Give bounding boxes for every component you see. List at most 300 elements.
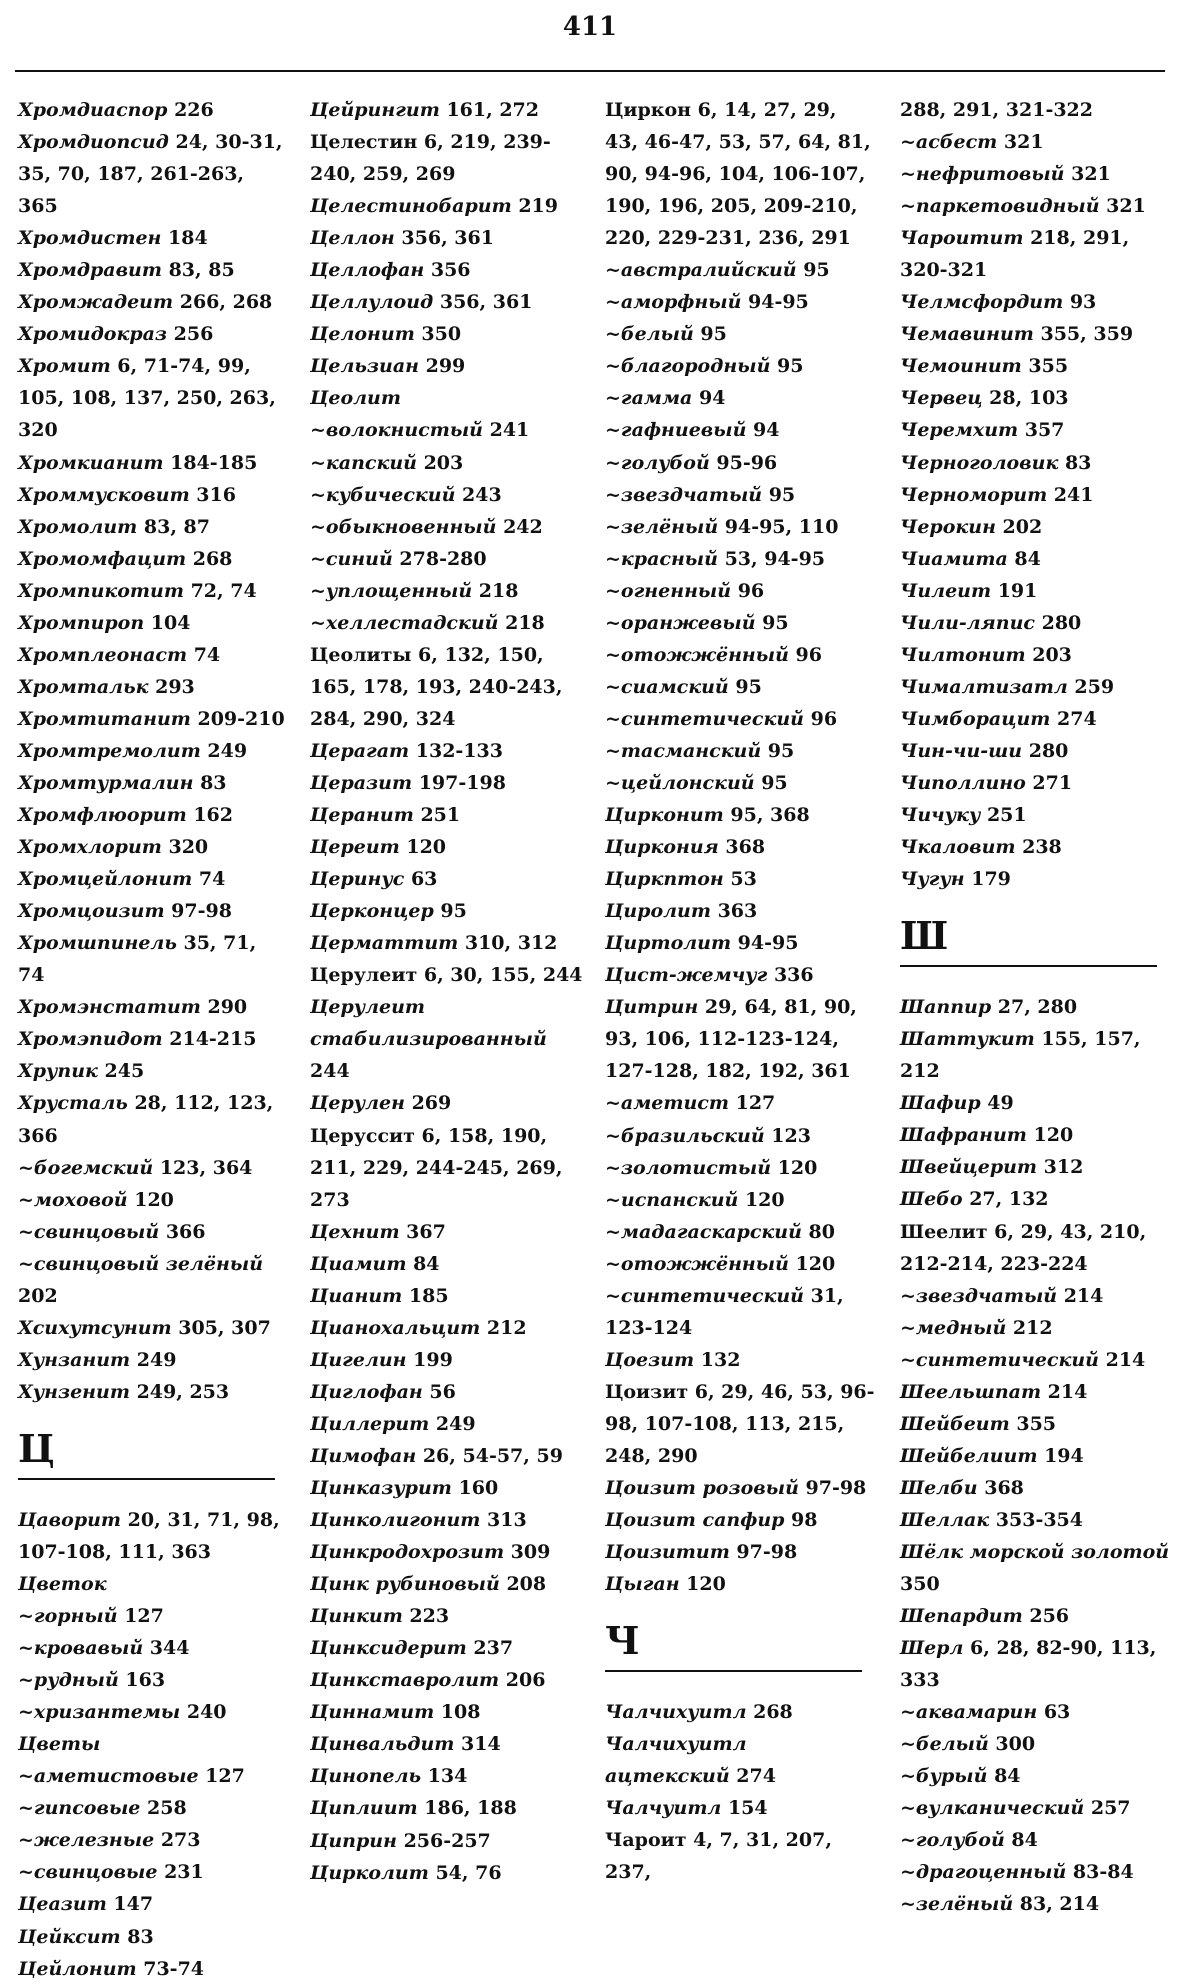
index-entry [310, 543, 590, 575]
entry-pages: 309 [504, 1541, 551, 1564]
index-entry [310, 254, 590, 286]
index-entry [605, 318, 875, 350]
entry-pages: 243 [455, 483, 502, 506]
entry-pages: 274 [1050, 707, 1097, 730]
entry-pages: 184-185 [163, 451, 258, 474]
entry-term: Хромтурмалин [18, 771, 194, 794]
entry-term: Хромдиаспор [18, 99, 168, 121]
entry-pages: 147 [106, 1893, 154, 1916]
index-entry [605, 1152, 875, 1184]
entry-term: Чугун [900, 868, 965, 891]
entry-term: ~белый [900, 1733, 989, 1756]
entry-pages: 237 [466, 1637, 514, 1660]
index-entry [18, 1504, 288, 1568]
entry-pages: Церулеит 6, 30, 155, 244 [310, 964, 583, 987]
entry-pages: 321 [1064, 163, 1111, 186]
index-entry [18, 94, 288, 126]
entry-pages: 363 [710, 900, 758, 923]
entry-pages: 95-96 [709, 451, 778, 474]
index-entry [900, 607, 1170, 639]
entry-pages: 63 [404, 868, 438, 891]
index-entry [18, 1216, 288, 1248]
entry-pages: 321 [1099, 195, 1146, 218]
entry-pages: 163 [118, 1669, 166, 1692]
entry-pages: 84 [987, 1765, 1021, 1788]
entry-pages: 355 [1009, 1412, 1057, 1435]
index-entry [310, 991, 590, 1087]
entry-pages: 84 [1007, 547, 1041, 570]
index-entry [18, 799, 288, 831]
entry-pages: 123, 364 [153, 1156, 253, 1179]
entry-term: ~австралийский [605, 259, 797, 282]
index-entry [18, 703, 288, 735]
index-entry [18, 1664, 288, 1696]
index-entry [605, 1344, 875, 1376]
index-entry [900, 1472, 1170, 1504]
entry-term: Циамит [310, 1252, 407, 1275]
entry-pages: 155, 157, 212 [900, 1028, 1141, 1083]
entry-term: Хромпикотит [18, 579, 184, 602]
entry-term: Чилтонит [900, 643, 1026, 666]
index-entry [18, 607, 288, 639]
entry-pages: 249, 253 [129, 1380, 230, 1403]
entry-pages: 56 [422, 1380, 456, 1403]
index-entry [18, 1568, 288, 1600]
index-entry [18, 991, 288, 1023]
entry-pages: 197-198 [412, 771, 506, 794]
entry-term: Циркптон [605, 868, 724, 891]
index-column-3 [605, 94, 875, 1888]
entry-term: Цинказурит [310, 1477, 452, 1500]
index-entry [900, 1504, 1170, 1536]
entry-pages: 208 [499, 1573, 547, 1596]
entry-term: Цветок [18, 1573, 107, 1596]
index-entry [18, 1888, 288, 1920]
index-entry [310, 222, 590, 254]
index-entry [310, 831, 590, 863]
index-entry [310, 382, 590, 414]
entry-term: Целлон [310, 227, 395, 250]
entry-term: Шейбелиит [900, 1444, 1038, 1467]
index-entry [605, 735, 875, 767]
entry-pages: 97-98 [164, 900, 232, 923]
index-entry [310, 479, 590, 511]
index-entry [900, 735, 1170, 767]
entry-term: Шеельшпат [900, 1380, 1042, 1403]
entry-pages: 214-215 [162, 1028, 257, 1051]
index-entry [18, 1023, 288, 1055]
index-entry [18, 254, 288, 286]
index-entry [18, 318, 288, 350]
index-entry [18, 1953, 288, 1985]
index-entry [310, 1728, 590, 1760]
entry-pages: 256 [1022, 1605, 1070, 1628]
index-column-1 [18, 94, 288, 1985]
entry-pages: 214 [1041, 1380, 1088, 1403]
index-entry [900, 1824, 1170, 1856]
entry-pages: 249 [429, 1412, 476, 1435]
index-entry [605, 1120, 875, 1152]
entry-term: ~кровавый [18, 1637, 144, 1660]
entry-term: ~тасманский [605, 739, 762, 762]
entry-pages: 24, 30-31, 35, 70, 187, 261-263, 365 [18, 131, 283, 218]
entry-term: Цинкит [310, 1605, 403, 1628]
entry-term: Цимофан [310, 1444, 417, 1467]
index-entry [18, 1312, 288, 1344]
entry-term: ~красный [605, 547, 718, 570]
entry-term: ~свинцовые [18, 1861, 158, 1884]
section-rule [900, 965, 1157, 967]
entry-pages: 95 [755, 611, 789, 634]
index-entry [310, 1216, 590, 1248]
entry-pages: Цеолиты 6, 132, 150, 165, 178, 193, 240-243, 284, 290, 324 [310, 643, 563, 730]
index-entry [310, 1408, 590, 1440]
entry-pages: 251 [413, 804, 461, 827]
entry-term: Цейксит [18, 1925, 121, 1948]
entry-pages: 268 [746, 1701, 793, 1724]
entry-pages: 95 [728, 675, 762, 698]
entry-term: ~обыкновенный [310, 515, 497, 538]
entry-term: ~благородный [605, 355, 771, 378]
entry-pages: 97-98 [798, 1477, 867, 1500]
entry-term: Цереит [310, 836, 400, 859]
index-entry [310, 575, 590, 607]
entry-term: ~аметистовые [18, 1765, 199, 1788]
entry-term: Шафир [900, 1092, 981, 1115]
entry-pages: 120 [679, 1573, 726, 1596]
entry-term: Целлулоид [310, 291, 434, 314]
entry-term: Церулеит стабилизированный [310, 996, 547, 1051]
entry-term: Циннамит [310, 1701, 435, 1724]
index-entry [605, 382, 875, 414]
index-entry [605, 1184, 875, 1216]
entry-term: Целлофан [310, 259, 425, 282]
index-entry [900, 799, 1170, 831]
entry-term: Циллерит [310, 1412, 430, 1435]
entry-term: ~аметист [605, 1092, 729, 1115]
entry-pages: 245 [97, 1060, 145, 1083]
entry-term: ~голубой [605, 451, 710, 474]
entry-term: Черокин [900, 515, 996, 538]
entry-term: ~синтетический [605, 1284, 804, 1307]
index-entry [310, 1472, 590, 1504]
entry-term: Хроммусковит [18, 483, 190, 506]
entry-term: Церинус [310, 868, 405, 891]
entry-pages: 350 [414, 323, 462, 346]
entry-pages: 74 [187, 643, 221, 666]
entry-pages: 27, 280 [991, 996, 1078, 1019]
entry-pages: 93 [1063, 291, 1097, 314]
index-entry [18, 1760, 288, 1792]
index-entry [900, 639, 1170, 671]
entry-term: Циртолит [605, 932, 732, 955]
entry-term: Хромидокраз [18, 323, 168, 346]
entry-term: Чароитит [900, 227, 1024, 250]
index-entry [900, 382, 1170, 414]
entry-pages: 162 [186, 804, 233, 827]
entry-pages: 314 [454, 1733, 501, 1756]
index-entry [605, 511, 875, 543]
entry-term: Чин-чи-ши [900, 739, 1023, 762]
index-entry [18, 286, 288, 318]
entry-term: Швейцерит [900, 1156, 1038, 1179]
entry-pages: 120 [788, 1252, 836, 1275]
entry-term: Чиполлино [900, 771, 1026, 794]
entry-pages: 29, 64, 81, 90, 93, 106, 112-123-124, 127-128, 182, 192, 361 [605, 996, 857, 1083]
entry-term: ~отожжённый [605, 643, 789, 666]
section-rule [605, 1670, 862, 1672]
entry-pages: 95 [796, 259, 830, 282]
index-entry [18, 1087, 288, 1151]
entry-term: Цинколигонит [310, 1509, 481, 1532]
index-entry [900, 94, 1170, 126]
entry-term: Цист-жемчуг [605, 964, 768, 987]
entry-pages: 256 [167, 323, 214, 346]
entry-pages: 134 [421, 1765, 468, 1788]
entry-term: Шафранит [900, 1124, 1027, 1147]
index-entry [18, 1632, 288, 1664]
index-entry [900, 1600, 1170, 1632]
entry-term: ~цейлонский [605, 771, 755, 794]
entry-term: ~огненный [605, 579, 732, 602]
entry-term: Чилеит [900, 579, 992, 602]
index-entry [310, 1825, 590, 1857]
entry-pages: 231 [157, 1861, 204, 1884]
index-entry [18, 126, 288, 222]
entry-pages: 238 [1015, 836, 1062, 859]
index-column-2 [310, 94, 590, 1889]
index-entry [900, 863, 1170, 895]
index-entry [310, 1440, 590, 1472]
entry-pages: 96 [788, 643, 822, 666]
index-entry [900, 318, 1170, 350]
entry-term: ~хеллестадский [310, 611, 499, 634]
entry-pages: 96 [731, 579, 765, 602]
entry-term: ~испанский [605, 1188, 739, 1211]
entry-term: Шейбеит [900, 1412, 1010, 1435]
entry-pages: 120 [771, 1156, 818, 1179]
entry-term: ~моховой [18, 1188, 128, 1211]
index-entry [605, 1280, 875, 1344]
entry-term: Цинксидерит [310, 1637, 467, 1660]
index-entry [900, 1344, 1170, 1376]
entry-term: Чималтизатл [900, 675, 1068, 698]
entry-pages: 63 [1037, 1701, 1071, 1724]
entry-pages: 84 [1004, 1829, 1038, 1852]
entry-pages: 218 [498, 611, 545, 634]
entry-pages: 108 [434, 1701, 481, 1724]
index-entry [310, 1568, 590, 1600]
entry-term: Хромтальк [18, 675, 149, 698]
entry-pages: 28, 112, 123, 366 [18, 1092, 274, 1147]
entry-pages: 244 [310, 1060, 350, 1083]
entry-pages: 258 [140, 1797, 187, 1820]
entry-pages: Чароит 4, 7, 31, 207, 237, [605, 1829, 832, 1884]
index-entry [605, 1792, 875, 1824]
entry-term: Чкаловит [900, 836, 1016, 859]
entry-pages: 54, 76 [428, 1861, 502, 1884]
entry-pages: Циркон 6, 14, 27, 29, 43, 46-47, 53, 57, 64, 81, 90, 94-96, 104, 106-107, 190, 196, 205, 209-210, 220, 229-231, 236, 291 [605, 99, 871, 250]
index-entry [310, 447, 590, 479]
index-entry [900, 1280, 1170, 1312]
entry-term: Хромэнстатит [18, 996, 201, 1019]
index-entry [605, 1087, 875, 1119]
entry-term: Цирколит [310, 1861, 429, 1884]
entry-pages: 206 [499, 1669, 546, 1692]
entry-pages: 344 [143, 1637, 190, 1660]
index-entry [605, 767, 875, 799]
entry-term: Цеазит [18, 1893, 107, 1916]
index-entry [605, 927, 875, 959]
entry-pages: 290 [200, 996, 248, 1019]
entry-term: Цоезит [605, 1348, 695, 1371]
index-entry [900, 1023, 1170, 1087]
index-entry [900, 286, 1170, 318]
entry-term: ~волокнистый [310, 419, 483, 442]
entry-pages: 94 [746, 419, 780, 442]
entry-pages: 353-354 [989, 1508, 1083, 1531]
index-entry [605, 286, 875, 318]
index-entry [900, 1856, 1170, 1888]
index-entry [18, 895, 288, 927]
entry-pages: 219 [511, 195, 558, 218]
entry-term: ~синий [310, 547, 393, 570]
entry-pages: 194 [1037, 1444, 1084, 1467]
entry-pages: 242 [496, 515, 543, 538]
index-entry [605, 671, 875, 703]
entry-pages: 366 [159, 1220, 206, 1243]
entry-pages: 28, 103 [982, 387, 1069, 410]
index-entry [900, 1792, 1170, 1824]
index-entry [310, 1248, 590, 1280]
entry-pages: 356, 361 [394, 227, 494, 250]
entry-term: ~железные [18, 1829, 155, 1852]
entry-pages: 355 [1021, 355, 1069, 378]
entry-term: Черноморит [900, 483, 1048, 506]
entry-pages: 259 [1067, 675, 1115, 698]
entry-term: Хромэпидот [18, 1028, 163, 1051]
entry-pages: 98 [784, 1509, 818, 1532]
entry-pages: 179 [964, 868, 1011, 891]
entry-term: ~голубой [900, 1829, 1005, 1852]
entry-term: Цаворит [18, 1508, 122, 1531]
entry-pages: 53 [723, 868, 757, 891]
entry-term: Хромтитанит [18, 707, 191, 730]
entry-term: Хрусталь [18, 1092, 128, 1115]
entry-term: Чалчихуитл ацтекский [605, 1733, 747, 1788]
index-entry [18, 863, 288, 895]
section-letter: Ч [605, 1618, 640, 1664]
entry-term: ~горный [18, 1605, 118, 1628]
header-rule [15, 70, 1165, 72]
entry-pages: 199 [406, 1348, 453, 1371]
entry-term: ~бурый [900, 1765, 988, 1788]
index-entry [18, 927, 288, 991]
index-entry [18, 831, 288, 863]
index-entry [900, 543, 1170, 575]
entry-term: Шебо [900, 1188, 963, 1211]
entry-pages: 95 [761, 739, 795, 762]
index-entry [900, 1536, 1170, 1600]
index-entry [18, 735, 288, 767]
entry-term: Церагат [310, 739, 410, 762]
entry-pages: 154 [721, 1797, 768, 1820]
entry-pages: 83-84 [1066, 1861, 1134, 1884]
entry-pages: 94-95 [741, 291, 809, 314]
entry-pages: 316 [189, 483, 236, 506]
page-number: 411 [562, 12, 618, 42]
index-entry [605, 639, 875, 671]
index-entry [605, 703, 875, 735]
index-entry [18, 479, 288, 511]
entry-term: Церконцер [310, 900, 434, 923]
entry-pages: 95 [762, 483, 796, 506]
index-entry [310, 1760, 590, 1792]
entry-pages: 26, 54-57, 59 [416, 1444, 563, 1467]
entry-term: Хромдравит [18, 259, 162, 282]
entry-pages: 127 [728, 1092, 776, 1115]
index-column-4 [900, 94, 1170, 1921]
index-entry [310, 1600, 590, 1632]
entry-term: Циприн [310, 1829, 397, 1852]
entry-term: ~драгоценный [900, 1861, 1067, 1884]
entry-term: Хромпироп [18, 611, 145, 634]
entry-pages: 271 [1025, 771, 1073, 794]
section-heading [900, 895, 1170, 967]
entry-pages: 368 [977, 1476, 1024, 1499]
index-entry [605, 575, 875, 607]
entry-pages: 202 [995, 515, 1043, 538]
entry-term: Цоизит розовый [605, 1477, 799, 1500]
section-letter: Ц [18, 1425, 55, 1471]
index-entry [18, 1600, 288, 1632]
entry-pages: 120 [1026, 1124, 1074, 1147]
entry-term: ~кубический [310, 483, 456, 506]
entry-pages: 132-133 [409, 739, 503, 762]
index-entry [900, 158, 1170, 190]
entry-term: ~аморфный [605, 291, 742, 314]
entry-pages: 280 [1022, 739, 1069, 762]
index-entry [900, 575, 1170, 607]
index-entry [900, 831, 1170, 863]
index-entry [310, 1664, 590, 1696]
entry-pages: 95 [693, 323, 727, 346]
entry-term: Хромдиопсид [18, 131, 169, 154]
entry-term: ~зелёный [605, 515, 719, 538]
entry-pages: 83, 85 [161, 259, 235, 282]
entry-pages: 313 [480, 1509, 527, 1532]
entry-pages: 218 [472, 579, 519, 602]
entry-pages: Цоизит 6, 29, 46, 53, 96-98, 107-108, 113, 215, 248, 290 [605, 1380, 875, 1467]
index-entry [310, 286, 590, 318]
index-entry [605, 1248, 875, 1280]
index-entry [605, 991, 875, 1087]
entry-pages: 123 [764, 1124, 811, 1147]
index-entry [605, 94, 875, 254]
entry-term: Хромцоизит [18, 900, 165, 923]
entry-pages: 31, 123-124 [605, 1284, 844, 1339]
entry-pages: 241 [1047, 483, 1094, 506]
entry-term: Шелби [900, 1476, 978, 1499]
entry-pages: 203 [1025, 643, 1072, 666]
index-entry [900, 1632, 1170, 1696]
index-entry [605, 1728, 875, 1792]
entry-pages: 299 [419, 355, 466, 378]
entry-pages: 127 [198, 1765, 245, 1788]
index-entry [310, 1344, 590, 1376]
entry-term: Цоизитит [605, 1541, 730, 1564]
entry-pages: 355, 359 [1033, 323, 1134, 346]
